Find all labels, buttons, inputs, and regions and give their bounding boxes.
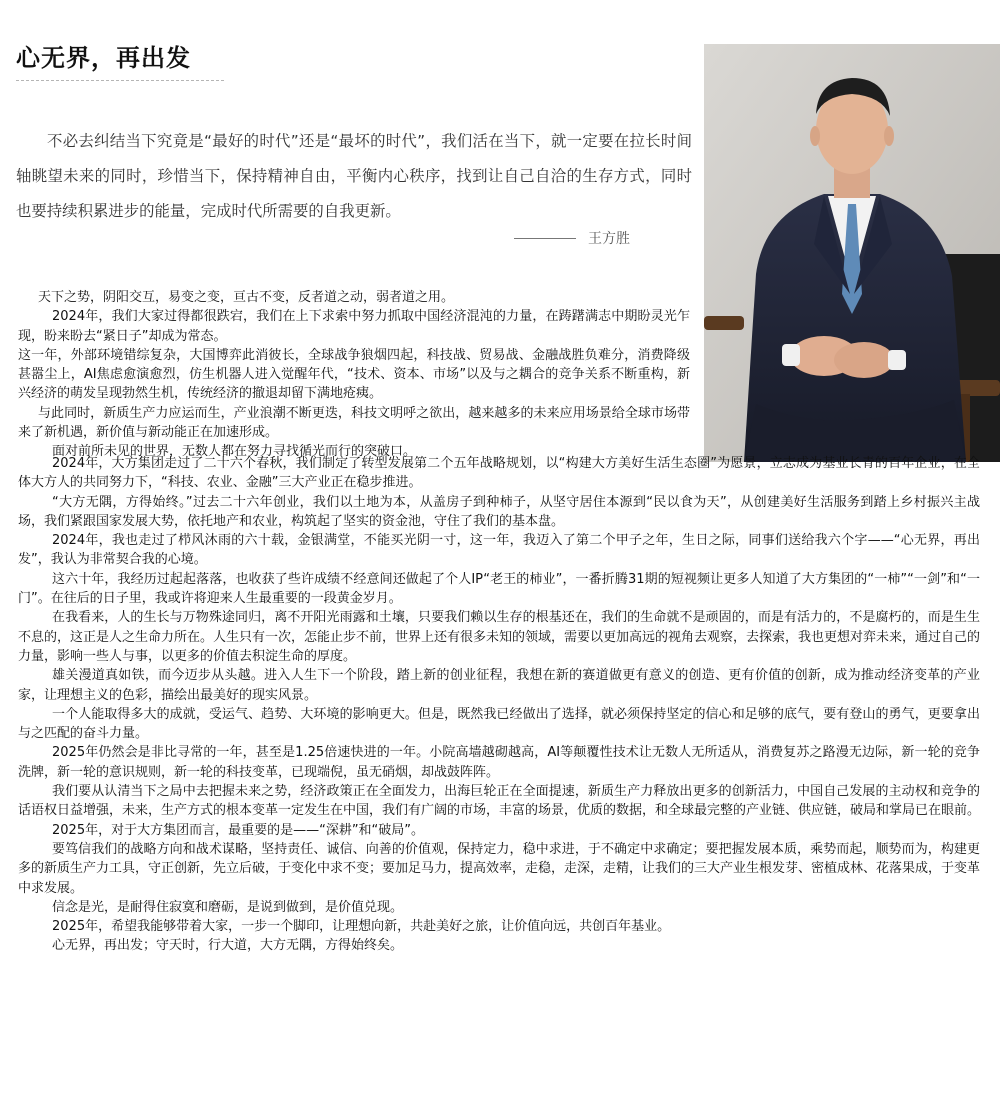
body-paragraph: 2024年，我也走过了栉风沐雨的六十载，金银满堂，不能买光阴一寸，这一年，我迈入了第二个甲子之年，生日之际，同事们送给我六个字——“心无界，再出发”，我认为非常契合我的心境。	[18, 533, 980, 568]
body-text-top	[18, 288, 690, 462]
body-paragraph: 2025年，希望我能够带着大家，一步一个脚印，让理想向新，共赴美好之旅，让价值向远，共创百年基业。	[52, 919, 671, 935]
body-paragraph: “大方无隅，方得始终。”过去二十六年创业，我们以土地为本，从盖房子到种柿子，从坚守居住本源到“民以食为天”，从创建美好生活服务到踏上乡村振兴主战场，我们紧跟国家发展大势，依托地产和农业，构筑起了坚实的资金池，守住了我们的基本盘。	[18, 494, 980, 529]
body-paragraph: 2025年仍然会是非比寻常的一年，甚至是1.25倍速快进的一年。小院高墙越砌越高，AI等颠覆性技术让无数人无所适从，消费复苏之路漫无边际，新一轮的竞争洗牌，新一轮的意识规则，新一轮的科技变革，已现端倪，虽无硝烟，却战鼓阵阵。	[18, 745, 980, 780]
body-paragraph: 这一年，外部环境错综复杂，大国博弈此消彼长，全球战争狼烟四起，科技战、贸易战、金融战胜负难分，消费降级甚嚣尘上，AI焦虑愈演愈烈，仿生机器人进入觉醒年代，“技术、资本、市场”以及与之耦合的竞争关系不断重构，新兴经济的萌发呈现勃然生机，传统经济的撤退却留下满地疮痍。	[18, 347, 690, 402]
lead-quote: 不必去纠结当下究竟是“最好的时代”还是“最坏的时代”，我们活在当下，就一定要在拉长时间轴眺望未来的同时，珍惜当下，保持精神自由，平衡内心秩序，找到让自己自洽的生存方式，同时也要持续积累进步的能量，完成时代所需要的自我更新。	[16, 132, 692, 220]
portrait-illustration	[704, 44, 1000, 462]
body-paragraph: 心无界，再出发；守天时，行大道，大方无隅，方得始终矣。	[52, 938, 404, 954]
body-paragraph: 一个人能取得多大的成就，受运气、趋势、大环境的影响更大。但是，既然我已经做出了选择，就必须保持坚定的信心和足够的底气，要有登山的勇气，更要拿出与之匹配的奋斗力量。	[18, 706, 980, 742]
title-divider	[16, 80, 224, 81]
body-paragraph: 与此同时，新质生产力应运而生，产业浪潮不断更迭，科技文明呼之欲出，越来越多的未来应用场景给全球市场带来了新机遇，新价值与新动能正在加速形成。	[18, 405, 690, 441]
body-paragraph: 信念是光，是耐得住寂寞和磨砺，是说到做到，是价值兑现。	[52, 899, 404, 915]
body-paragraph: 面对前所未见的世界，无数人都在努力寻找循光而行的突破口。	[52, 444, 417, 460]
body-paragraph: 2024年，大方集团走过了二十六个春秋，我们制定了转型发展第二个五年战略规划，以“构建大方美好生活生态圈”为愿景，立志成为基业长青的百年企业，在全体大方人的共同努力下，“科技、农业、金融”三大产业正在稳步推进。	[18, 456, 980, 491]
body-text-bottom	[18, 454, 980, 956]
quote-author: 王方胜	[588, 231, 630, 247]
body-paragraph: 要笃信我们的战略方向和战术谋略，坚持责任、诚信、向善的价值观，保持定力，稳中求进，于不确定中求确定；要把握发展本质，乘势而起，顺势而为，构建更多的新质生产力工具，守正创新，先立后破，于变化中求不变；要加足马力，提高效率，走稳，走深，走精，让我们的三大产业生根发芽、密植成林、花落果成，于变革中求发展。	[18, 841, 981, 896]
signature-dash	[514, 238, 576, 239]
body-paragraph: 我们要从认清当下之局中去把握未来之势，经济政策正在全面发力，出海巨轮正在全面提速，新质生产力释放出更多的创新活力，中国自己发展的主动权和竞争的话语权日益增强，未来，生产方式的根本变革一定发生在中国，我们有广阔的市场，丰富的场景，优质的数据，和全球最完整的产业链、供应链，破局和掌局已在眼前。	[18, 784, 981, 819]
quote-signature	[514, 228, 630, 248]
body-paragraph: 天下之势，阴阳交互，易变之变，亘古不变，反者道之动，弱者道之用。	[38, 290, 455, 305]
article-title: 心无界，再出发	[16, 44, 191, 72]
body-paragraph: 2025年，对于大方集团而言，最重要的是——“深耕”和“破局”。	[52, 822, 425, 838]
author-portrait	[704, 44, 1000, 462]
body-paragraph: 2024年，我们大家过得都很跌宕，我们在上下求索中努力抓取中国经济混沌的力量，在踌躇满志中期盼灵光乍现，盼来盼去“紧日子”却成为常态。	[18, 309, 690, 344]
body-paragraph: 雄关漫道真如铁，而今迈步从头越。进入人生下一个阶段，踏上新的创业征程，我想在新的赛道做更有意义的创造、更有价值的创新，成为推动经济变革的产业家，让理想主义的色彩，描绘出最美好的现实风景。	[18, 668, 980, 703]
body-paragraph: 这六十年，我经历过起起落落，也收获了些许成绩不经意间还做起了个人IP“老王的柿业”，一番折腾31期的短视频让更多人知道了大方集团的“一柿”“一剑”和“一门”。在往后的日子里，我或许将迎来人生最重要的一段黄金岁月。	[18, 571, 980, 607]
body-paragraph: 在我看来，人的生长与万物殊途同归，离不开阳光雨露和土壤，只要我们赖以生存的根基还在，我们的生命就不是顽固的，而是有活力的，不是腐朽的，而是生生不息的，这正是人之生命力所在。人生只有一次，怎能止步不前，世界上还有很多未知的领域，需要以更加高远的视角去观察，去探索，我也更想对弈未来，通过自己的力量，影响一些人与事，以更多的价值去积淀生命的厚度。	[18, 610, 981, 664]
